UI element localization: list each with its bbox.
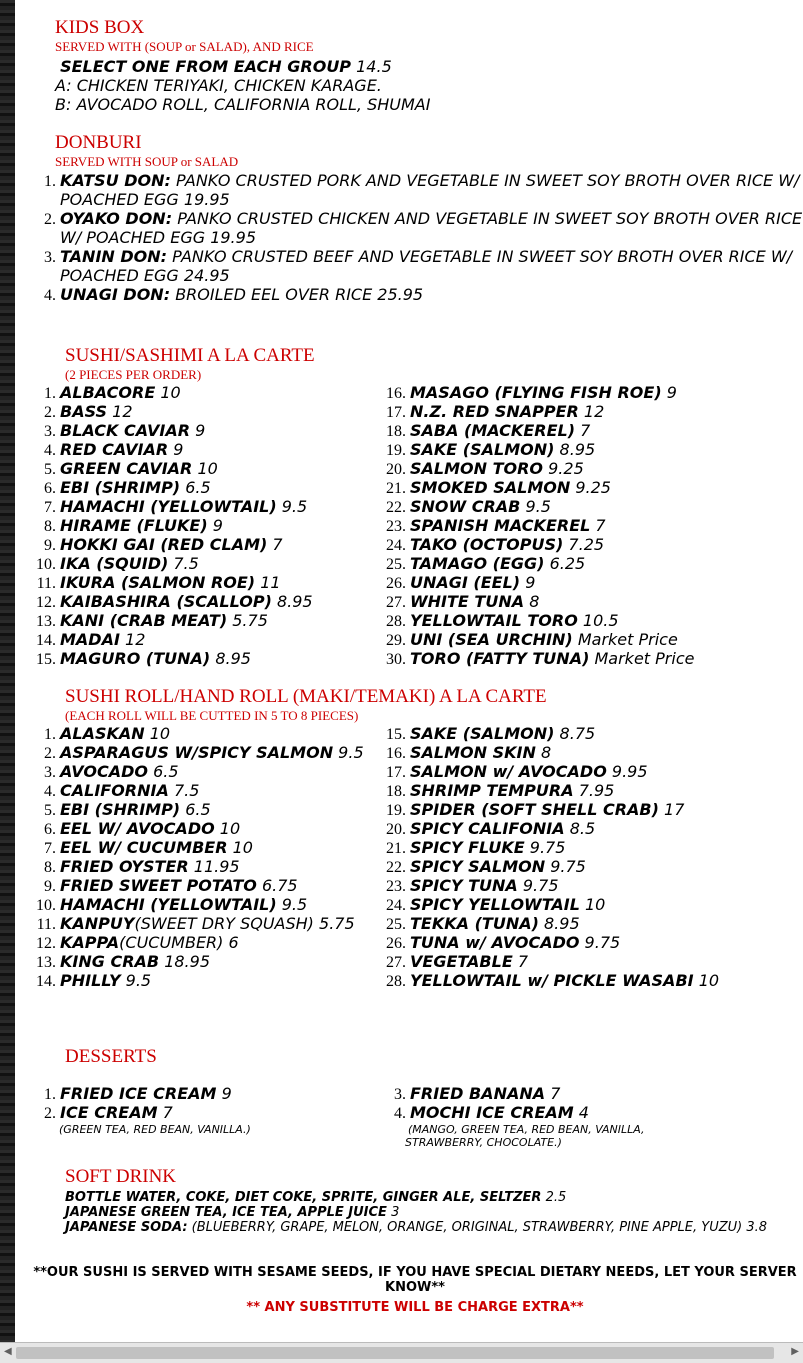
- sushi-item-price: 7.5: [173, 554, 199, 573]
- desserts-list-right: [365, 1084, 665, 1122]
- sushi-item: [60, 497, 400, 516]
- sushi-subtitle: (2 PIECES PER ORDER): [65, 367, 202, 382]
- roll-item-price: 5.75: [319, 914, 355, 933]
- sushi-item: [410, 421, 803, 440]
- soft-drink-lines: [65, 1190, 795, 1235]
- roll-item-price: 10: [149, 724, 171, 743]
- sushi-item-price: 9: [212, 516, 223, 535]
- roll-item-price: 10: [232, 838, 253, 857]
- sushi-item-name: SNOW CRAB: [410, 497, 521, 516]
- roll-item-name: VEGETABLE: [410, 952, 513, 971]
- sushi-title: SUSHI/SASHIMI A LA CARTE: [65, 345, 315, 366]
- sushi-item-name: MAGURO (TUNA): [60, 649, 211, 668]
- donburi-item-name: OYAKO DON:: [60, 209, 173, 228]
- roll-item-name: CALIFORNIA: [60, 781, 169, 800]
- sushi-item-price: 9: [525, 573, 536, 592]
- sushi-item-price: 9.25: [575, 478, 611, 497]
- soft-drink-price: 3: [391, 1205, 400, 1220]
- roll-item-price: 6.75: [261, 876, 298, 895]
- sushi-item-name: MASAGO (FLYING FISH ROE): [410, 383, 662, 402]
- roll-item-extra: (SWEET DRY SQUASH): [134, 914, 314, 933]
- kids-box-title: KIDS BOX: [55, 17, 145, 38]
- kids-box-select: [55, 57, 430, 76]
- sushi-item: [410, 573, 803, 592]
- sushi-item-name: SMOKED SALMON: [410, 478, 571, 497]
- soft-drink-section: [65, 1166, 795, 1235]
- roll-item-name: TUNA w/ AVOCADO: [410, 933, 580, 952]
- dessert-item-name: FRIED BANANA: [410, 1084, 546, 1103]
- roll-item-price: 7: [517, 952, 529, 971]
- roll-item-name: SALMON w/ AVOCADO: [410, 762, 607, 781]
- sushi-item-price: 7: [272, 535, 283, 554]
- roll-item-price: 10: [219, 819, 241, 838]
- sushi-item-price: 8.95: [559, 440, 596, 459]
- rolls-list-left: [15, 724, 380, 990]
- donburi-item: [60, 247, 803, 285]
- roll-item-price: 9.5: [338, 743, 364, 762]
- roll-item-name: HAMACHI (YELLOWTAIL): [60, 895, 277, 914]
- sushi-item-price: 7.25: [568, 535, 605, 554]
- roll-item: [410, 781, 730, 800]
- sushi-item-name: TAKO (OCTOPUS): [410, 535, 564, 554]
- roll-item-price: 7.95: [578, 781, 615, 800]
- sushi-item: [60, 630, 400, 649]
- sushi-item-name: RED CAVIAR: [60, 440, 169, 459]
- kids-box-select-price: 14.5: [356, 57, 392, 76]
- sushi-item-price: 12: [112, 402, 133, 421]
- roll-item-price: 8.75: [559, 724, 596, 743]
- roll-item: [410, 838, 730, 857]
- roll-item: [410, 762, 730, 781]
- sushi-item-name: EBI (SHRIMP): [60, 478, 181, 497]
- sushi-item-price: 8.95: [276, 592, 313, 611]
- roll-item-name: TEKKA (TUNA): [410, 914, 539, 933]
- sushi-item-price: 6.5: [185, 478, 211, 497]
- sushi-item: [410, 497, 803, 516]
- sushi-item: [60, 421, 400, 440]
- roll-item-name: AVOCADO: [60, 762, 149, 781]
- dessert-item: [410, 1084, 665, 1103]
- sushi-section: [15, 345, 803, 382]
- sushi-item-name: TAMAGO (EGG): [410, 554, 545, 573]
- sushi-item-name: N.Z. RED SNAPPER: [410, 402, 579, 421]
- roll-item: [410, 819, 730, 838]
- roll-item: [60, 876, 380, 895]
- kids-box-subtitle: SERVED WITH (SOUP or SALAD), AND RICE: [55, 39, 314, 54]
- sushi-item: [60, 383, 400, 402]
- sushi-item-name: SPANISH MACKEREL: [410, 516, 591, 535]
- soft-drink-price: (BLUEBERRY, GRAPE, MELON, ORANGE, ORIGINAL, STRAWBERRY, PINE APPLE, YUZU) 3.8: [191, 1220, 768, 1235]
- dessert-item: [410, 1103, 665, 1122]
- sushi-item-price: Market Price: [577, 630, 678, 649]
- desserts-left: [15, 1084, 355, 1136]
- roll-item-price: 9.75: [529, 838, 566, 857]
- scroll-left-icon[interactable]: ◀: [4, 1346, 12, 1357]
- roll-item-name: EBI (SHRIMP): [60, 800, 181, 819]
- roll-item-name: KING CRAB: [60, 952, 160, 971]
- sushi-item: [60, 535, 400, 554]
- donburi-section: [15, 132, 803, 304]
- dessert-item-price: 9: [221, 1084, 232, 1103]
- roll-item: [60, 857, 380, 876]
- sushi-item: [410, 440, 803, 459]
- roll-item: [60, 800, 380, 819]
- roll-item-price: 8.95: [544, 914, 580, 933]
- donburi-item-desc: PANKO CRUSTED BEEF AND VEGETABLE IN SWEET SOY BROTH OVER RICE W/ POACHED EGG 24.95: [60, 247, 793, 285]
- roll-item-name: SPICY CALIFONIA: [410, 819, 565, 838]
- roll-item: [410, 914, 730, 933]
- roll-item: [60, 933, 380, 952]
- sushi-item: [410, 402, 803, 421]
- sushi-item-name: SALMON TORO: [410, 459, 544, 478]
- sushi-item: [60, 611, 400, 630]
- sushi-item-price: 10: [197, 459, 218, 478]
- sushi-item-name: YELLOWTAIL TORO: [410, 611, 578, 630]
- scroll-right-icon[interactable]: ▶: [791, 1346, 799, 1357]
- sushi-item-name: UNI (SEA URCHIN): [410, 630, 573, 649]
- roll-item-name: YELLOWTAIL w/ PICKLE WASABI: [410, 971, 694, 990]
- kids-box-group-a: A: CHICKEN TERIYAKI, CHICKEN KARAGE.: [55, 76, 382, 95]
- roll-item-price: 8: [540, 743, 552, 762]
- sushi-item-name: KANI (CRAB MEAT): [60, 611, 228, 630]
- sushi-item: [410, 535, 803, 554]
- roll-item: [60, 762, 380, 781]
- dessert-item: [60, 1103, 355, 1122]
- roll-item: [410, 971, 730, 990]
- sushi-item-price: 8.95: [215, 649, 251, 668]
- roll-item-name: SPICY FLUKE: [410, 838, 525, 857]
- soft-drink-name: JAPANESE GREEN TEA, ICE TEA, APPLE JUICE: [65, 1205, 387, 1220]
- sushi-item: [60, 573, 400, 592]
- sushi-item-name: IKURA (SALMON ROE): [60, 573, 256, 592]
- sushi-item-name: SABA (MACKEREL): [410, 421, 576, 440]
- sushi-list-left: [15, 383, 400, 668]
- sushi-item-price: 10: [160, 383, 181, 402]
- roll-item: [60, 819, 380, 838]
- roll-item: [60, 838, 380, 857]
- sushi-item-price: 9: [173, 440, 184, 459]
- roll-item: [60, 971, 380, 990]
- donburi-item-desc: PANKO CRUSTED CHICKEN AND VEGETABLE IN SWEET SOY BROTH OVER RICE W/ POACHED EGG 19.95: [60, 209, 803, 247]
- roll-item-name: EEL W/ AVOCADO: [60, 819, 215, 838]
- roll-item-price: 6: [228, 933, 239, 952]
- sesame-notice: **OUR SUSHI IS SERVED WITH SESAME SEEDS, IF YOU HAVE SPECIAL DIETARY NEEDS, LET YOUR SERVER KNOW**: [33, 1265, 797, 1295]
- roll-item-price: 17: [664, 800, 685, 819]
- roll-item: [60, 724, 380, 743]
- sushi-item: [60, 554, 400, 573]
- sushi-item-price: 7: [580, 421, 591, 440]
- sushi-item-name: IKA (SQUID): [60, 554, 169, 573]
- donburi-item: [60, 171, 803, 209]
- kids-box-select-label: SELECT ONE FROM EACH GROUP: [60, 57, 352, 76]
- roll-item-price: 9.95: [611, 762, 648, 781]
- roll-item-name: SPIDER (SOFT SHELL CRAB): [410, 800, 659, 819]
- sushi-list-right: [365, 383, 803, 668]
- roll-item: [60, 743, 380, 762]
- donburi-item-name: TANIN DON:: [60, 247, 168, 266]
- sushi-item-price: 9.25: [548, 459, 584, 478]
- sushi-item: [410, 630, 803, 649]
- sushi-item: [410, 649, 803, 668]
- roll-item: [410, 800, 730, 819]
- sushi-item-name: SAKE (SALMON): [410, 440, 555, 459]
- sushi-item-price: 6.25: [549, 554, 586, 573]
- sushi-item-price: 9.5: [281, 497, 308, 516]
- sushi-item-price: 12: [125, 630, 146, 649]
- roll-item-name: SAKE (SALMON): [410, 724, 555, 743]
- donburi-item-name: KATSU DON:: [60, 171, 171, 190]
- roll-item: [60, 952, 380, 971]
- rolls-subtitle: (EACH ROLL WILL BE CUTTED IN 5 TO 8 PIECES): [65, 708, 359, 723]
- dessert-item-price: 7: [550, 1084, 561, 1103]
- sushi-item-price: 8: [529, 592, 540, 611]
- donburi-item-name: UNAGI DON:: [60, 285, 171, 304]
- sushi-item: [60, 440, 400, 459]
- sushi-item: [410, 478, 803, 497]
- sushi-item-price: 11: [260, 573, 281, 592]
- roll-item: [410, 952, 730, 971]
- roll-item-price: 18.95: [164, 952, 210, 971]
- roll-item-name: SPICY YELLOWTAIL: [410, 895, 580, 914]
- menu-page: [15, 0, 803, 1340]
- roll-item: [60, 914, 380, 933]
- dessert-item-name: FRIED ICE CREAM: [60, 1084, 217, 1103]
- sushi-item: [410, 592, 803, 611]
- sushi-item-price: 9.5: [525, 497, 551, 516]
- kids-box-section: [55, 17, 430, 114]
- roll-item-price: 8.5: [569, 819, 596, 838]
- soft-drink-price: 2.5: [545, 1190, 567, 1205]
- donburi-subtitle: SERVED WITH SOUP or SALAD: [55, 154, 239, 169]
- roll-item-name: ALASKAN: [60, 724, 145, 743]
- soft-drink-line: [65, 1205, 795, 1220]
- sushi-item-name: KAIBASHIRA (SCALLOP): [60, 592, 272, 611]
- sushi-item: [60, 516, 400, 535]
- desserts-right: [365, 1084, 665, 1149]
- roll-item: [410, 724, 730, 743]
- roll-item-price: 9.75: [522, 876, 559, 895]
- rolls-list-right: [365, 724, 730, 990]
- roll-item-price: 10: [584, 895, 606, 914]
- soft-drink-name: JAPANESE SODA:: [65, 1220, 188, 1235]
- roll-item-name: FRIED OYSTER: [60, 857, 189, 876]
- sushi-item: [60, 478, 400, 497]
- dessert-item: [60, 1084, 355, 1103]
- roll-item-name: SPICY SALMON: [410, 857, 546, 876]
- roll-item-name: KAPPA: [60, 933, 120, 952]
- sushi-item-price: 9: [195, 421, 206, 440]
- sushi-item: [60, 402, 400, 421]
- dessert-item-name: ICE CREAM: [60, 1103, 158, 1122]
- roll-item-price: 6.5: [153, 762, 179, 781]
- kids-box-group-b: B: AVOCADO ROLL, CALIFORNIA ROLL, SHUMAI: [55, 95, 431, 114]
- roll-item: [60, 895, 380, 914]
- desserts-right-note: (MANGO, GREEN TEA, RED BEAN, VANILLA, STRAWBERRY, CHOCOLATE.): [405, 1123, 645, 1149]
- soft-drink-name: BOTTLE WATER, COKE, DIET COKE, SPRITE, GINGER ALE, SELTZER: [65, 1190, 542, 1205]
- sushi-item-name: BASS: [60, 402, 108, 421]
- roll-item-name: SALMON SKIN: [410, 743, 536, 762]
- sushi-item-name: ALBACORE: [60, 383, 156, 402]
- roll-item-price: 9.75: [550, 857, 586, 876]
- soft-drink-line: [65, 1220, 795, 1235]
- dessert-item-name: MOCHI ICE CREAM: [410, 1103, 574, 1122]
- roll-item-name: EEL W/ CUCUMBER: [60, 838, 228, 857]
- sushi-item: [410, 516, 803, 535]
- soft-drink-title: SOFT DRINK: [65, 1166, 177, 1187]
- horizontal-scrollbar[interactable]: [0, 1342, 803, 1363]
- desserts-title: DESSERTS: [65, 1046, 157, 1067]
- desserts-left-note: (GREEN TEA, RED BEAN, VANILLA.): [59, 1123, 251, 1136]
- sushi-item-name: WHITE TUNA: [410, 592, 525, 611]
- roll-item: [410, 857, 730, 876]
- sushi-item: [60, 459, 400, 478]
- substitute-notice: ** ANY SUBSTITUTE WILL BE CHARGE EXTRA**: [246, 1300, 584, 1315]
- rolls-section: [15, 686, 803, 723]
- donburi-item: [60, 209, 803, 247]
- roll-item: [410, 743, 730, 762]
- decorative-left-border: [0, 0, 15, 1342]
- sushi-item-price: 9: [666, 383, 677, 402]
- sushi-item: [60, 592, 400, 611]
- sushi-item-price: 7: [595, 516, 606, 535]
- roll-item-price: 9.5: [281, 895, 308, 914]
- sushi-item-price: 5.75: [232, 611, 268, 630]
- sushi-item-name: TORO (FATTY TUNA): [410, 649, 590, 668]
- scrollbar-thumb[interactable]: [16, 1347, 774, 1359]
- sushi-item-name: BLACK CAVIAR: [60, 421, 191, 440]
- roll-item-price: 9.75: [584, 933, 621, 952]
- sushi-item: [60, 649, 400, 668]
- roll-item-extra: (CUCUMBER): [119, 933, 224, 952]
- sushi-item: [410, 383, 803, 402]
- sushi-item-name: HOKKI GAI (RED CLAM): [60, 535, 268, 554]
- roll-item-name: SHRIMP TEMPURA: [410, 781, 574, 800]
- roll-item: [60, 781, 380, 800]
- roll-item-price: 7.5: [173, 781, 200, 800]
- sushi-item-price: Market Price: [594, 649, 695, 668]
- sushi-item-name: MADAI: [60, 630, 120, 649]
- sushi-item-price: 12: [583, 402, 605, 421]
- sushi-item: [410, 554, 803, 573]
- roll-item: [410, 876, 730, 895]
- sushi-item-name: UNAGI (EEL): [410, 573, 521, 592]
- donburi-item: [60, 285, 803, 304]
- donburi-item-desc: PANKO CRUSTED PORK AND VEGETABLE IN SWEET SOY BROTH OVER RICE W/ POACHED EGG 19.95: [60, 171, 800, 209]
- roll-item-price: 9.5: [125, 971, 152, 990]
- sushi-item: [410, 459, 803, 478]
- dessert-item-price: 4: [578, 1103, 589, 1122]
- roll-item-name: KANPUY: [60, 914, 135, 933]
- rolls-title: SUSHI ROLL/HAND ROLL (MAKI/TEMAKI) A LA CARTE: [65, 686, 547, 707]
- donburi-list: [15, 171, 803, 304]
- sushi-item: [410, 611, 803, 630]
- sushi-item-name: GREEN CAVIAR: [60, 459, 193, 478]
- roll-item: [410, 933, 730, 952]
- roll-item-price: 11.95: [193, 857, 240, 876]
- roll-item-price: 6.5: [185, 800, 211, 819]
- roll-item-price: 10: [698, 971, 720, 990]
- dessert-item-price: 7: [162, 1103, 173, 1122]
- sushi-item-price: 10.5: [582, 611, 619, 630]
- sushi-item-name: HAMACHI (YELLOWTAIL): [60, 497, 277, 516]
- soft-drink-line: [65, 1190, 795, 1205]
- roll-item-name: SPICY TUNA: [410, 876, 518, 895]
- donburi-title: DONBURI: [55, 132, 142, 153]
- roll-item: [410, 895, 730, 914]
- desserts-list-left: [15, 1084, 355, 1122]
- roll-item-name: ASPARAGUS W/SPICY SALMON: [60, 743, 334, 762]
- donburi-item-desc: BROILED EEL OVER RICE 25.95: [175, 285, 424, 304]
- roll-item-name: PHILLY: [60, 971, 121, 990]
- sushi-item-name: HIRAME (FLUKE): [60, 516, 208, 535]
- roll-item-name: FRIED SWEET POTATO: [60, 876, 257, 895]
